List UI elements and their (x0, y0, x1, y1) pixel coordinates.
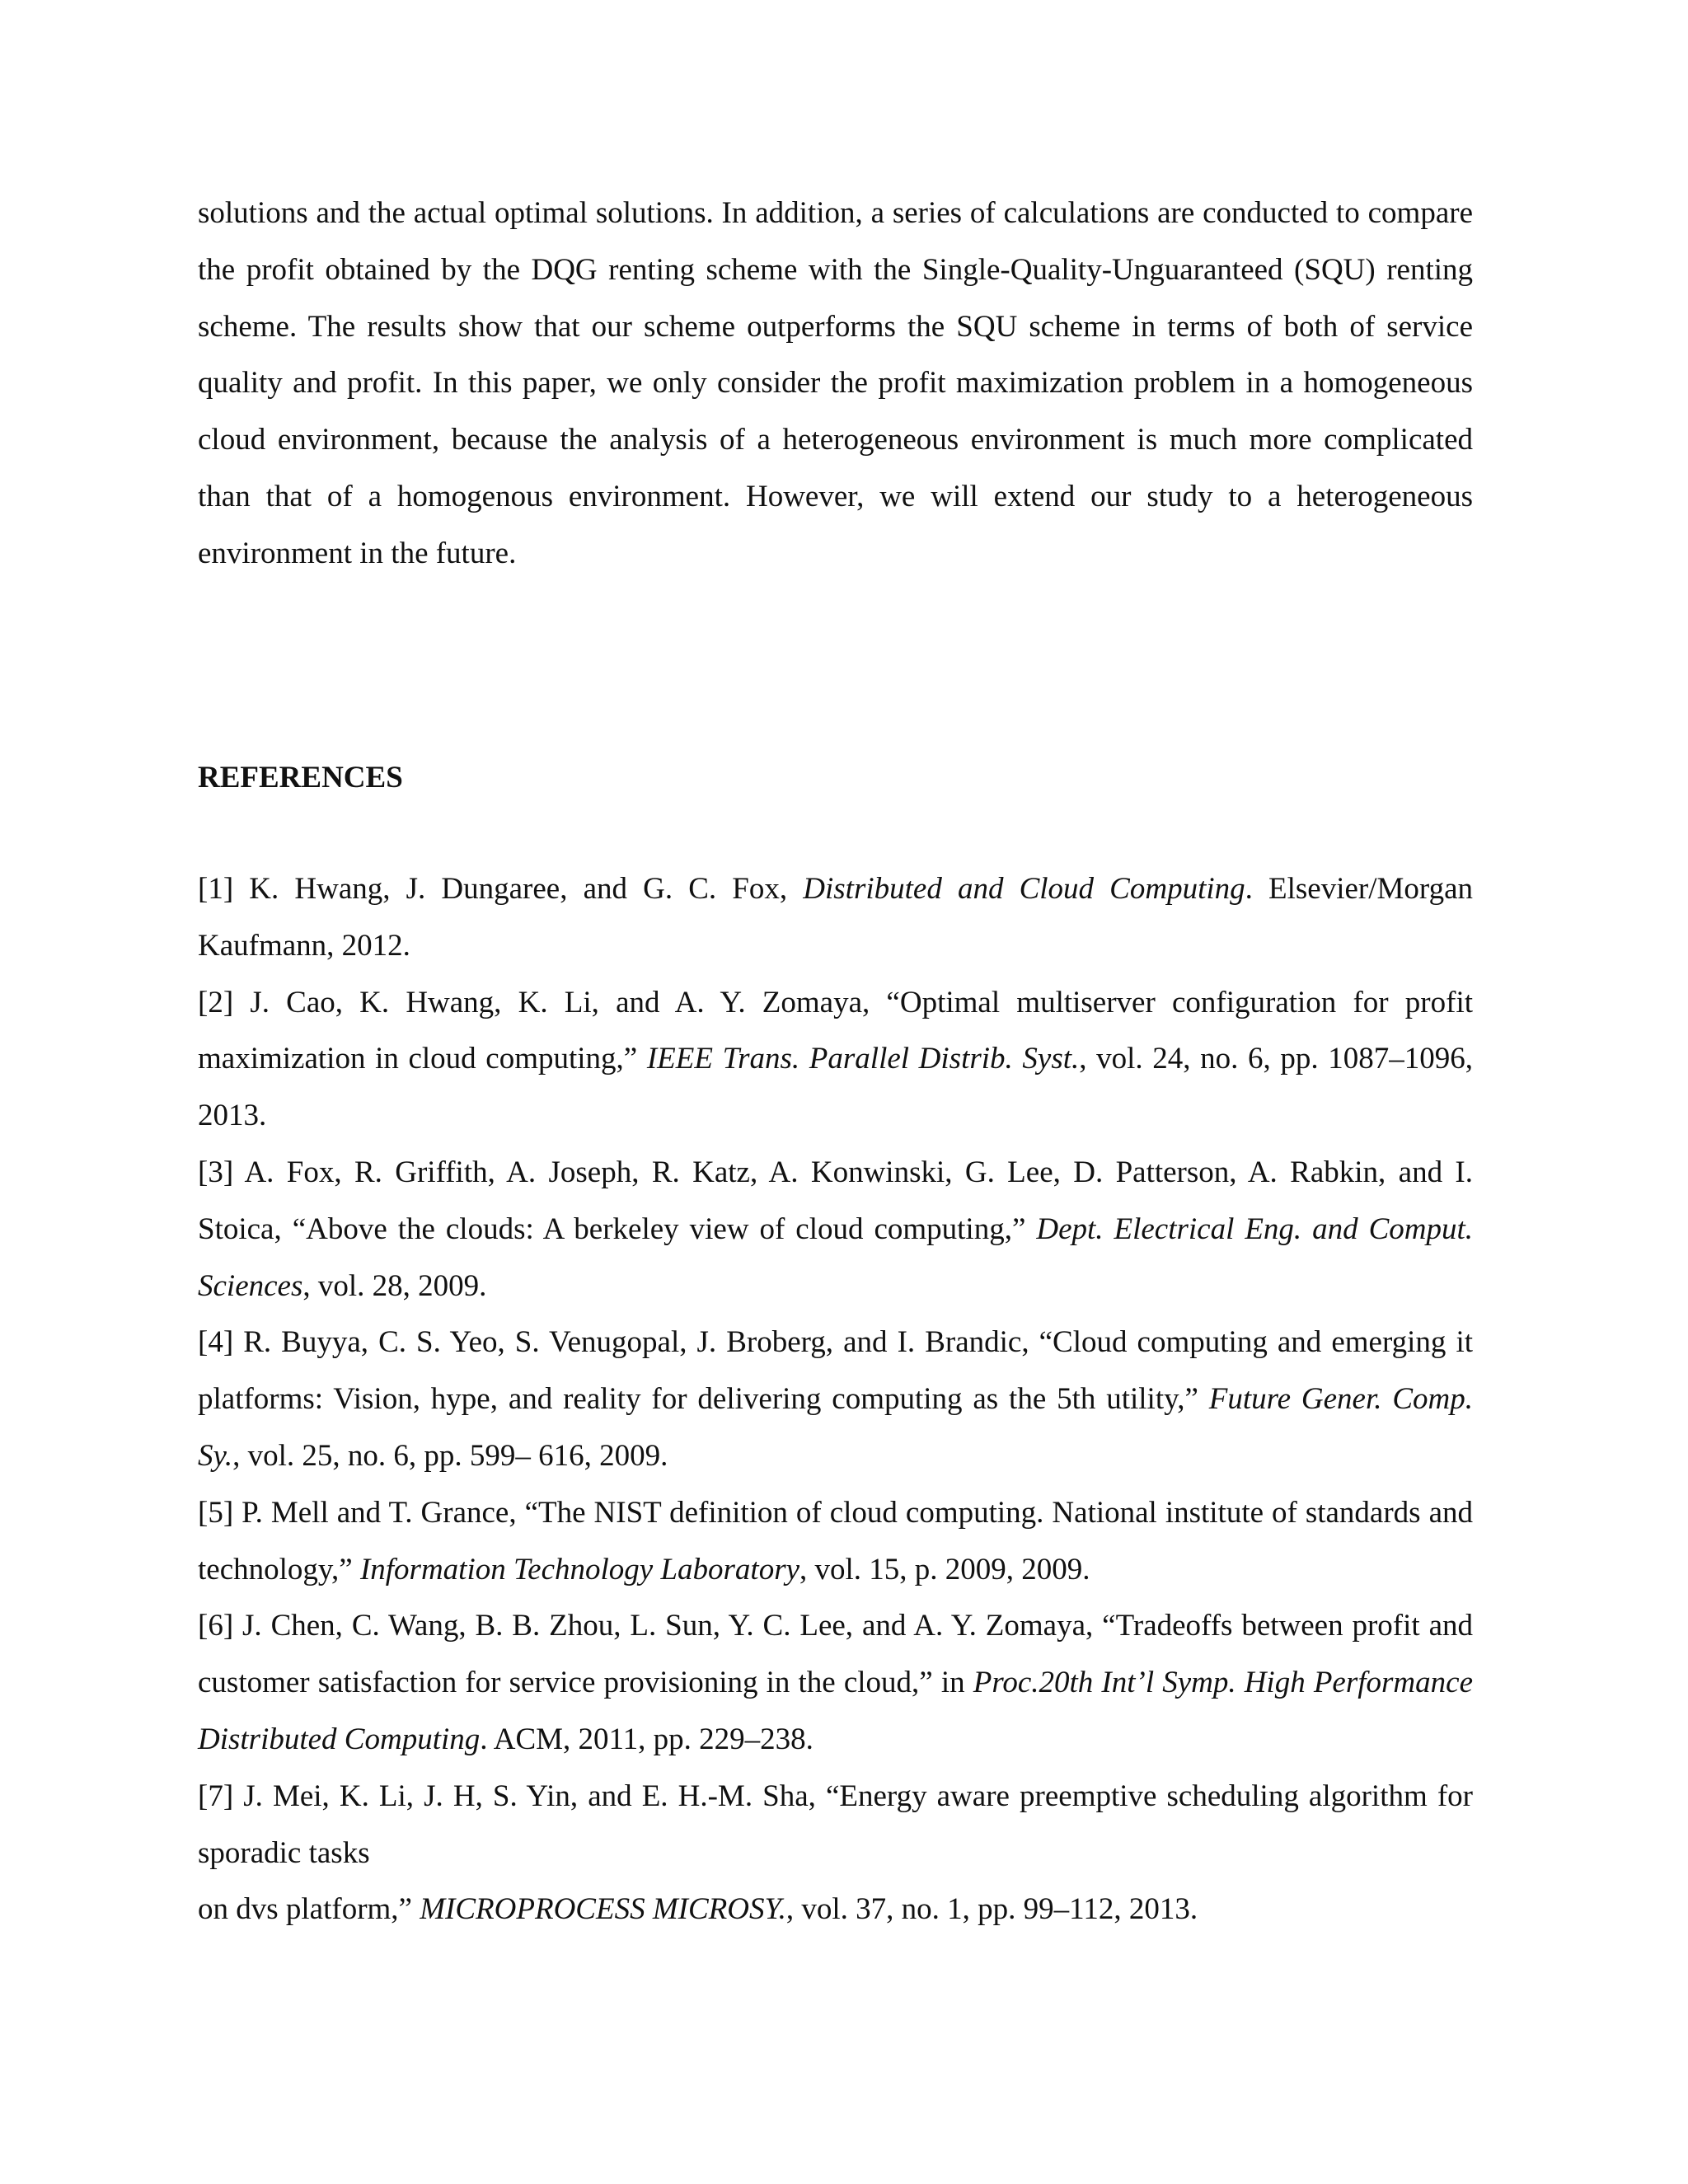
reference-venue: Future Gener. Comp. Sy. (198, 1382, 1473, 1473)
reference-details: , vol. 37, no. 1, pp. 99–112, 2013. (785, 1892, 1198, 1927)
reference-text: [4] R. Buyya, C. S. Yeo, S. Venugopal, J. Broberg, and I. Brandic, “Cloud computing and emerging it platforms: Vision, hype, and reality for delivering computing as the 5th utility,” (198, 1325, 1473, 1417)
reference-item-5 (198, 1485, 1473, 1599)
reference-venue: Information Technology Laboratory (359, 1552, 800, 1586)
references-heading: REFERENCES (198, 761, 403, 794)
reference-text: [7] J. Mei, K. Li, J. H, S. Yin, and E. H.-M. Sha, “Energy aware preemptive scheduling algorithm for sporadic tasks (198, 1779, 1473, 1870)
reference-venue: MICROPROCESS MICROSY. (420, 1892, 786, 1927)
reference-venue: Distributed and Cloud Computing (803, 872, 1245, 906)
reference-text: [6] J. Chen, C. Wang, B. B. Zhou, L. Sun, Y. C. Lee, and A. Y. Zomaya, “Tradeoffs between profit and customer satisfaction for service provisioning in the cloud,” in (198, 1609, 1473, 1700)
reference-details: , vol. 25, no. 6, pp. 599– 616, 2009. (232, 1438, 668, 1473)
reference-item-2 (198, 975, 1473, 1145)
reference-details: . ACM, 2011, pp. 229–238. (480, 1722, 814, 1756)
reference-item-4 (198, 1315, 1473, 1484)
reference-text-continued: on dvs platform,” (198, 1892, 420, 1927)
reference-details: , vol. 24, no. 6, pp. 1087–1096, 2013. (198, 1042, 1473, 1133)
reference-text: [2] J. Cao, K. Hwang, K. Li, and A. Y. Zomaya, “Optimal multiserver configuration for profit maximization in cloud computing,” (198, 985, 1473, 1076)
reference-item-7 (198, 1769, 1473, 1938)
reference-details: , vol. 15, p. 2009, 2009. (799, 1552, 1090, 1586)
reference-continuation-line (198, 1882, 1473, 1938)
reference-venue: Proc.20th Int’l Symp. High Performance Distributed Computing (198, 1666, 1473, 1756)
reference-venue: IEEE Trans. Parallel Distrib. Syst. (646, 1042, 1080, 1076)
reference-text: [3] A. Fox, R. Griffith, A. Joseph, R. Katz, A. Konwinski, G. Lee, D. Patterson, A. Rabkin, and I. Stoica, “Above the clouds: A berkeley view of cloud computing,” (198, 1155, 1473, 1246)
body-paragraph: solutions and the actual optimal solutions. In addition, a series of calculations are conducted to compare the profit obtained by the DQG renting scheme with the Single-Quality-Unguaranteed (SQU) renting scheme. The results show that our scheme outperforms the SQU scheme in terms of both of service quality and profit. In this paper, we only consider the profit maximization problem in a homogeneous cloud environment, because the analysis of a heterogeneous environment is much more complicated than that of a homogenous environment. However, we will extend our study to a heterogeneous environment in the future. (198, 196, 1473, 570)
reference-text: [5] P. Mell and T. Grance, “The NIST definition of cloud computing. National institute of standards and technology,” (198, 1495, 1473, 1586)
reference-item-6 (198, 1598, 1473, 1768)
references-list (198, 861, 1473, 1938)
reference-venue: Dept. Electrical Eng. and Comput. Sciences (198, 1212, 1474, 1303)
reference-details: , vol. 28, 2009. (302, 1268, 487, 1303)
reference-item-3 (198, 1145, 1473, 1315)
reference-details: . Elsevier/Morgan Kaufmann, 2012. (198, 872, 1473, 963)
reference-item-1 (198, 861, 1473, 975)
reference-text: [1] K. Hwang, J. Dungaree, and G. C. Fox, (198, 872, 804, 906)
